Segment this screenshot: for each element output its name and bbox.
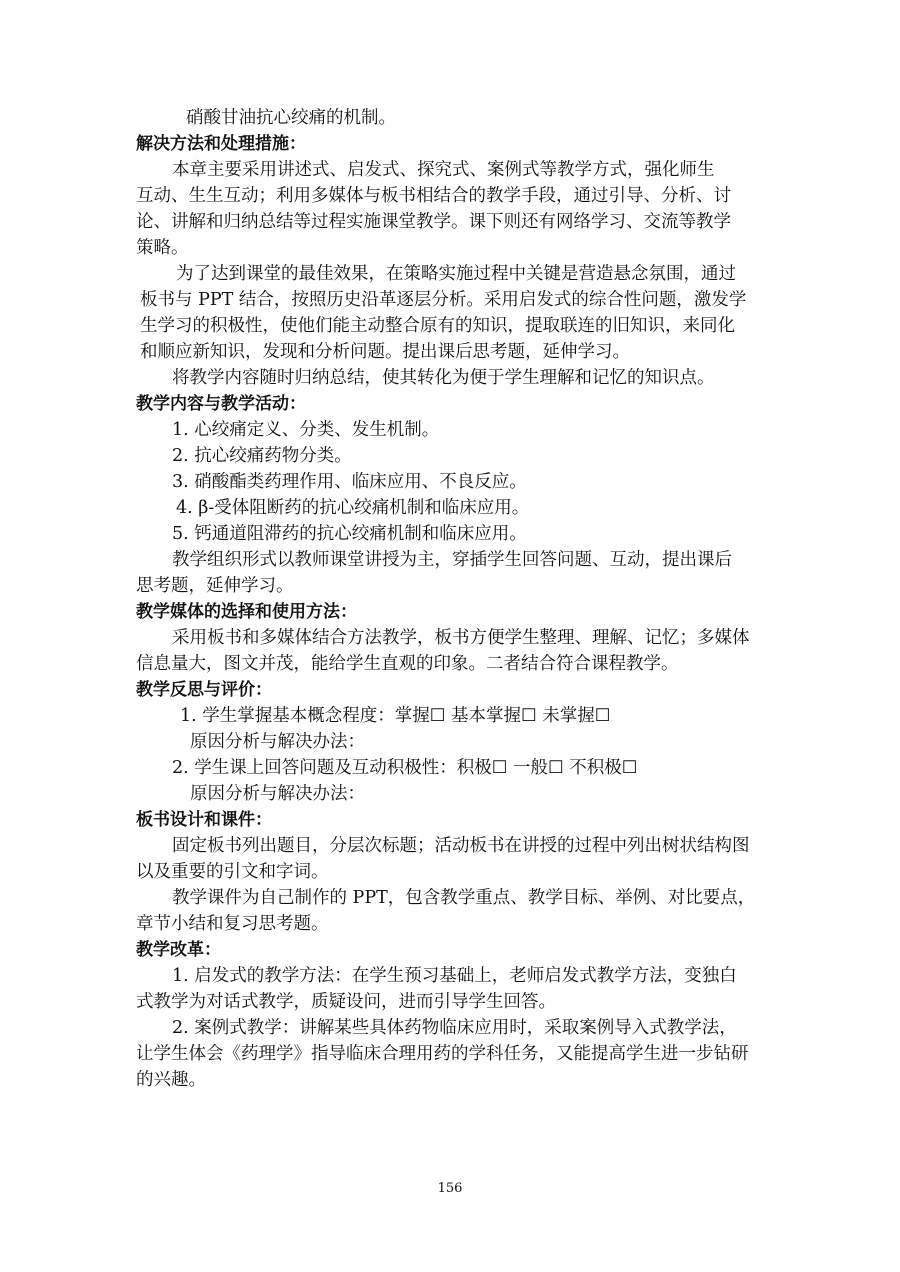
page-content (136, 105, 776, 1093)
paragraph-line: 固定板书列出题目，分层次标题；活动板书在讲授的过程中列出树状结构图 (172, 836, 750, 856)
section-heading-media: 教学媒体的选择和使用方法： (136, 602, 357, 622)
list-item: 5. 钙通道阻滞药的抗心绞痛机制和临床应用。 (172, 524, 527, 544)
list-item: 1. 心绞痛定义、分类、发生机制。 (172, 420, 440, 440)
paragraph-line: 本章主要采用讲述式、启发式、探究式、案例式等教学方式，强化师生 (172, 160, 715, 180)
evaluation-question-1: 1. 学生掌握基本概念程度：掌握☐ 基本掌握☐ 未掌握☐ (180, 706, 611, 726)
paragraph-line: 教学课件为自己制作的 PPT，包含教学重点、教学目标、举例、对比要点， (172, 888, 756, 908)
paragraph-line: 为了达到课堂的最佳效果，在策略实施过程中关键是营造悬念氛围，通过 (176, 264, 736, 284)
paragraph-line: 互动、生生互动；利用多媒体与板书相结合的教学手段，通过引导、分析、讨 (136, 186, 731, 206)
paragraph-line: 论、讲解和归纳总结等过程实施课堂教学。课下则还有网络学习、交流等教学 (136, 212, 731, 232)
paragraph-line: 策略。 (136, 238, 189, 258)
paragraph-line: 将教学内容随时归纳总结，使其转化为便于学生理解和记忆的知识点。 (172, 368, 715, 388)
section-heading-board: 板书设计和课件： (136, 810, 272, 830)
paragraph-line: 让学生体会《药理学》指导临床合理用药的学科任务，又能提高学生进一步钻研 (136, 1044, 749, 1064)
paragraph-line: 和顺应新知识，发现和分析问题。提出课后思考题，延伸学习。 (140, 342, 630, 362)
section-heading-methods: 解决方法和处理措施： (136, 134, 306, 154)
paragraph-line: 采用板书和多媒体结合方法教学，板书方便学生整理、理解、记忆；多媒体 (172, 628, 750, 648)
list-item: 2. 抗心绞痛药物分类。 (172, 446, 352, 466)
section-heading-reform: 教学改革： (136, 940, 221, 960)
paragraph-line: 思考题，延伸学习。 (136, 576, 294, 596)
paragraph-line: 章节小结和复习思考题。 (136, 914, 329, 934)
section-heading-reflection: 教学反思与评价： (136, 680, 272, 700)
evaluation-question-2: 2. 学生课上回答问题及互动积极性：积极☐ 一般☐ 不积极☐ (172, 758, 638, 778)
section-heading-content: 教学内容与教学活动： (136, 394, 306, 414)
paragraph-line: 式教学为对话式教学，质疑设问，进而引导学生回答。 (136, 992, 556, 1012)
paragraph-line: 以及重要的引文和字词。 (136, 862, 329, 882)
list-item: 4. β-受体阻断药的抗心绞痛机制和临床应用。 (176, 498, 530, 518)
paragraph-line: 信息量大，图文并茂，能给学生直观的印象。二者结合符合课程教学。 (136, 654, 679, 674)
page-number: 156 (437, 1181, 463, 1196)
evaluation-note-1: 原因分析与解决办法： (190, 732, 365, 752)
list-item: 3. 硝酸酯类药理作用、临床应用、不良反应。 (172, 472, 527, 492)
paragraph-line: 2. 案例式教学：讲解某些具体药物临床应用时，采取案例导入式教学法， (172, 1018, 737, 1038)
evaluation-note-2: 原因分析与解决办法： (190, 784, 365, 804)
paragraph-line: 的兴趣。 (136, 1070, 206, 1090)
paragraph-line: 板书与 PPT 结合，按照历史沿革逐层分析。采用启发式的综合性问题，激发学 (140, 290, 747, 310)
paragraph-line: 生学习的积极性，使他们能主动整合原有的知识，提取联连的旧知识，来同化 (140, 316, 735, 336)
paragraph-line: 教学组织形式以教师课堂讲授为主，穿插学生回答问题、互动，提出课后 (172, 550, 732, 570)
paragraph-line: 1. 启发式的教学方法：在学生预习基础上，老师启发式教学方法，变独白 (172, 966, 737, 986)
intro-line: 硝酸甘油抗心绞痛的机制。 (186, 108, 396, 128)
